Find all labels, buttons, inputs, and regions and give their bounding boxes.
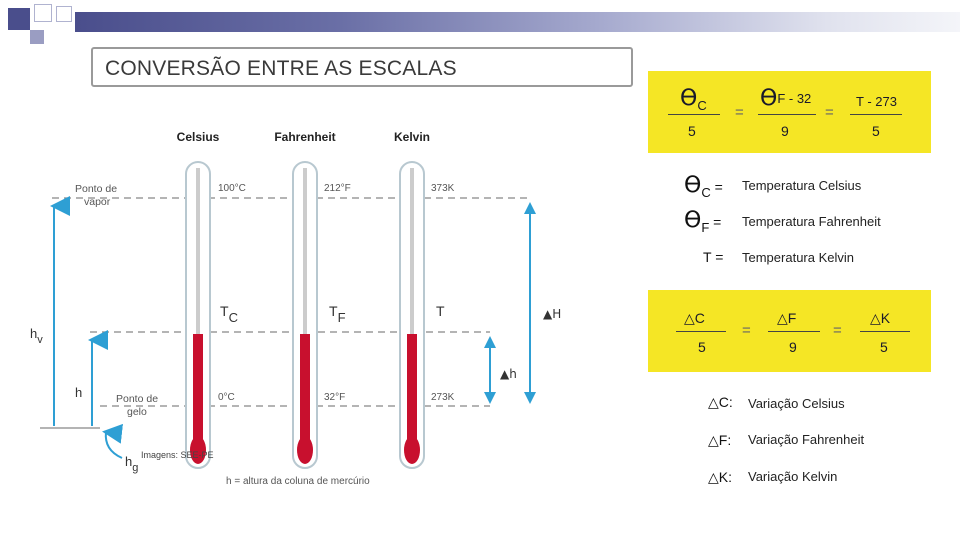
delta-line-f	[768, 331, 820, 332]
frac-line-f	[758, 114, 816, 115]
scale-fahrenheit: Fahrenheit	[274, 130, 336, 144]
delta-den-k: 5	[880, 339, 888, 355]
frac-line-t	[850, 114, 902, 115]
delta-den-f: 9	[789, 339, 797, 355]
delta-num-k: △K	[870, 310, 891, 326]
hg-label: $h_g$	[125, 454, 139, 474]
header-square-4	[30, 30, 44, 44]
thermometer-kelvin	[400, 162, 424, 468]
ponto-vapor-label: Ponto de	[75, 183, 118, 195]
delta-eq-1: =	[742, 322, 751, 339]
bottom-value-f: 32°F	[324, 392, 346, 403]
var-t: T	[436, 303, 445, 319]
image-credit: Imagens: SEE-PE	[141, 450, 214, 460]
den-t: 5	[872, 123, 880, 139]
top-value-k: 373K	[431, 183, 455, 194]
title-box	[91, 47, 633, 87]
legend-delta-text-k: Variação Kelvin	[748, 469, 838, 484]
legend-sym-c: ϴC =	[684, 173, 723, 200]
delta-line-c	[676, 331, 726, 332]
den-c: 5	[688, 123, 696, 139]
mercury-caption: h = altura da coluna de mercúrio	[226, 476, 370, 487]
scale-kelvin: Kelvin	[393, 130, 431, 144]
var-tc: TC	[220, 303, 238, 325]
thermometer-fahrenheit	[293, 162, 317, 468]
legend-delta-f: △F:	[708, 432, 732, 448]
legend-text-c: Temperatura Celsius	[742, 178, 862, 193]
delta-h-label: ▲h	[500, 367, 517, 381]
eq-2: =	[825, 104, 834, 121]
ponto-vapor-label-2: vapor	[84, 196, 111, 208]
legend-delta-k: △K:	[708, 469, 733, 485]
header-bar	[75, 12, 960, 32]
delta-num-f: △F	[777, 310, 797, 326]
delta-num-c: △C	[684, 310, 705, 326]
ponto-gelo-label-2: gelo	[127, 406, 147, 418]
bottom-value-c: 0°C	[218, 392, 235, 403]
delta-H-label: ▲H	[543, 307, 562, 321]
header-square-1	[8, 8, 30, 30]
den-f: 9	[781, 123, 789, 139]
scale-celsius: Celsius	[176, 130, 220, 144]
delta-den-c: 5	[698, 339, 706, 355]
thermometer-diagram	[0, 120, 640, 500]
hg-arrow	[106, 432, 122, 458]
formula-num-f: ϴF - 32	[760, 86, 812, 111]
delta-line-k	[860, 331, 910, 332]
bottom-value-k: 273K	[431, 392, 455, 403]
header-square-3	[56, 6, 72, 22]
formula-num-t: T - 273	[856, 94, 897, 109]
frac-line-c	[668, 114, 720, 115]
legend-sym-t: T =	[703, 249, 724, 265]
formula-num-c: $ϴ_C$	[680, 86, 707, 113]
page-title: CONVERSÃO ENTRE AS ESCALAS	[105, 57, 457, 80]
top-value-c: 100°C	[218, 183, 246, 194]
legend-text-t: Temperatura Kelvin	[742, 250, 854, 265]
formula-box-top	[648, 71, 931, 153]
h-label: h	[75, 385, 83, 400]
eq-1: =	[735, 104, 744, 121]
thermometer-celsius	[186, 162, 210, 468]
ponto-gelo-label: Ponto de	[116, 393, 159, 405]
var-tf: TF	[329, 303, 346, 325]
header-square-2	[34, 4, 52, 22]
legend-text-f: Temperatura Fahrenheit	[742, 214, 881, 229]
top-value-f: 212°F	[324, 183, 351, 194]
hv-label: $h_v$	[30, 326, 43, 346]
legend-delta-text-c: Variação Celsius	[748, 396, 845, 411]
delta-eq-2: =	[833, 322, 842, 339]
legend-sym-f: ϴF =	[684, 208, 722, 235]
legend-delta-c: △C:	[708, 394, 733, 410]
legend-delta-text-f: Variação Fahrenheit	[748, 432, 865, 447]
